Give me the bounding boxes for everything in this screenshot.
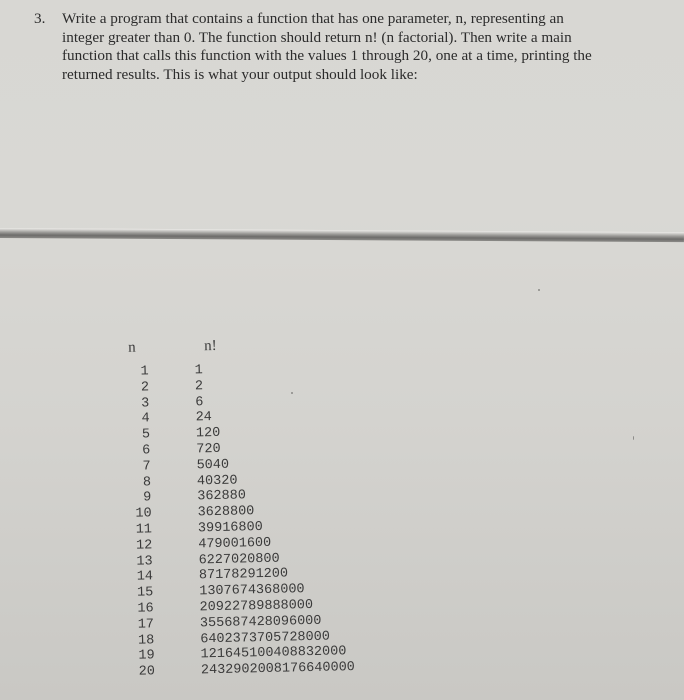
cell-factorial: 720 (196, 441, 221, 458)
cell-factorial: 5040 (196, 457, 230, 474)
cell-factorial: 362880 (197, 488, 247, 505)
cell-factorial: 2432902008176640000 (200, 660, 356, 679)
cell-factorial: 1307674368000 (199, 582, 305, 600)
cell-n: 17 (137, 617, 155, 633)
question-line-1: Write a program that contains a function that has one parameter, n, representing an (62, 10, 564, 27)
cell-n: 6 (142, 443, 151, 459)
header-factorial: n! (203, 337, 217, 355)
cell-n: 12 (135, 538, 153, 554)
cell-n: 14 (136, 569, 154, 586)
cell-factorial: 479001600 (198, 535, 272, 553)
cell-factorial: 40320 (196, 473, 238, 489)
cell-factorial: 6 (195, 394, 204, 410)
cell-n: 3 (141, 395, 150, 412)
page-fold-divider (0, 228, 684, 242)
cell-n: 7 (142, 459, 151, 475)
cell-factorial: 20922789888000 (199, 597, 314, 616)
cell-factorial: 355687428096000 (199, 613, 322, 632)
cell-n: 9 (143, 490, 152, 506)
cell-factorial: 3628800 (197, 504, 255, 521)
cell-n: 18 (137, 632, 155, 649)
cell-factorial: 2 (194, 379, 204, 395)
cell-n: 19 (138, 648, 155, 664)
header-n: n (127, 339, 136, 356)
cell-factorial: 6402373705728000 (200, 629, 331, 647)
cell-factorial: 6227020800 (198, 551, 280, 568)
cell-n: 13 (136, 553, 153, 570)
question-line-4: returned results. This is what your output should look like: (62, 65, 418, 83)
cell-n: 1 (140, 364, 149, 380)
question-line-2: integer greater than 0. The function should return n! (n factorial). Then write a main (62, 28, 572, 46)
cell-factorial: 120 (195, 426, 221, 442)
cell-factorial: 121645100408832000 (200, 644, 347, 663)
question-block (34, 10, 654, 84)
cell-factorial: 87178291200 (198, 566, 289, 584)
cell-n: 2 (140, 380, 150, 396)
cell-factorial: 1 (194, 363, 203, 379)
question-line-3: function that calls this function with the values 1 through 20, one at a time, printing the (62, 47, 592, 64)
cell-n: 8 (142, 474, 152, 491)
cell-n: 16 (137, 601, 154, 617)
question-number: 3. (34, 10, 46, 27)
cell-n: 5 (141, 427, 151, 443)
cell-n: 15 (136, 585, 154, 601)
cell-n: 10 (135, 506, 152, 522)
cell-n: 4 (141, 411, 150, 427)
paper-speck (633, 436, 634, 440)
cell-n: 20 (138, 664, 156, 680)
table-rows (119, 360, 386, 681)
cell-factorial: 24 (195, 410, 213, 426)
cell-factorial: 39916800 (197, 519, 263, 537)
cell-n: 11 (135, 522, 153, 538)
paper-speck (538, 289, 540, 291)
